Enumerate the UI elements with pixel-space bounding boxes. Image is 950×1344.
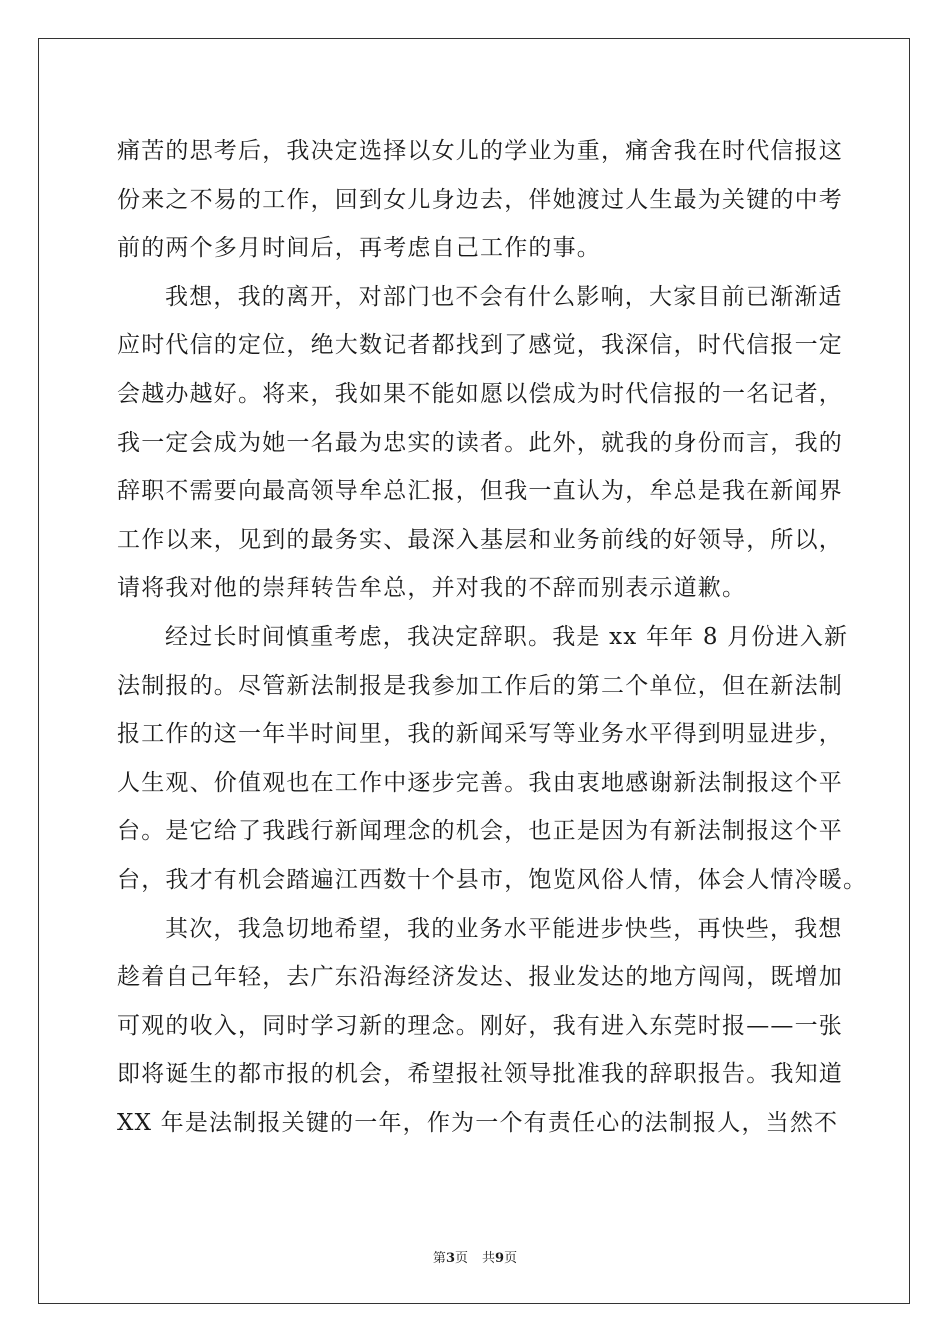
text-line: XX 年是法制报关键的一年，作为一个有责任心的法制报人，当然不 <box>117 1109 839 1136</box>
total-suffix: 页 <box>504 1251 518 1266</box>
text-line: 前的两个多月时间后，再考虑自己工作的事。 <box>117 235 601 262</box>
text-line: 份来之不易的工作，回到女儿身边去，伴她渡过人生最为关键的中考 <box>117 186 843 213</box>
page-number: 3 <box>445 1251 455 1266</box>
text-line: 痛苦的思考后，我决定选择以女儿的学业为重，痛舍我在时代信报这 <box>117 138 843 164</box>
text-line: 辞职不需要向最高领导牟总汇报，但我一直认为，牟总是我在新闻界 <box>117 478 843 505</box>
text-line: 趁着自己年轻，去广东沿海经济发达、报业发达的地方闯闯，既增加 <box>117 964 843 991</box>
paragraph <box>117 127 843 273</box>
text-line: 会越办越好。将来，我如果不能如愿以偿成为时代信报的一名记者， <box>117 380 843 407</box>
text-line: 我想，我的离开，对部门也不会有什么影响，大家目前已渐渐适 <box>165 283 843 310</box>
paragraph <box>117 273 843 613</box>
total-pages: 9 <box>495 1251 505 1266</box>
text-line: 即将诞生的都市报的机会，希望报社领导批准我的辞职报告。我知道 <box>117 1061 843 1088</box>
text-line: 工作以来，见到的最务实、最深入基层和业务前线的好领导，所以， <box>117 526 843 553</box>
document-body <box>117 127 868 1147</box>
text-line: 台，我才有机会踏遍江西数十个县市，饱览风俗人情，体会人情冷暖。 <box>117 866 868 893</box>
text-line: 报工作的这一年半时间里，我的新闻采写等业务水平得到明显进步， <box>117 721 843 748</box>
text-line: 经过长时间慎重考虑，我决定辞职。我是 xx 年年 8 月份进入新 <box>165 623 849 650</box>
total-prefix: 共 <box>482 1251 496 1266</box>
text-line: 台。是它给了我践行新闻理念的机会，也正是因为有新法制报这个平 <box>117 818 843 845</box>
text-line: 人生观、价值观也在工作中逐步完善。我由衷地感谢新法制报这个平 <box>117 769 843 796</box>
text-line: 应时代信的定位，绝大数记者都找到了感觉，我深信，时代信报一定 <box>117 332 843 359</box>
page-prefix: 第 <box>432 1251 446 1266</box>
text-line: 可观的收入，同时学习新的理念。刚好，我有进入东莞时报——一张 <box>117 1012 843 1039</box>
page-suffix: 页 <box>454 1251 468 1266</box>
text-line: 法制报的。尽管新法制报是我参加工作后的第二个单位，但在新法制 <box>117 672 843 699</box>
text-line: 请将我对他的崇拜转告牟总，并对我的不辞而别表示道歉。 <box>117 575 747 602</box>
paragraph <box>117 905 843 1148</box>
paragraph <box>117 613 868 905</box>
text-line: 其次，我急切地希望，我的业务水平能进步快些，再快些，我想 <box>165 915 843 942</box>
page-footer <box>0 1247 950 1266</box>
text-line: 我一定会成为她一名最为忠实的读者。此外，就我的身份而言，我的 <box>117 429 843 456</box>
